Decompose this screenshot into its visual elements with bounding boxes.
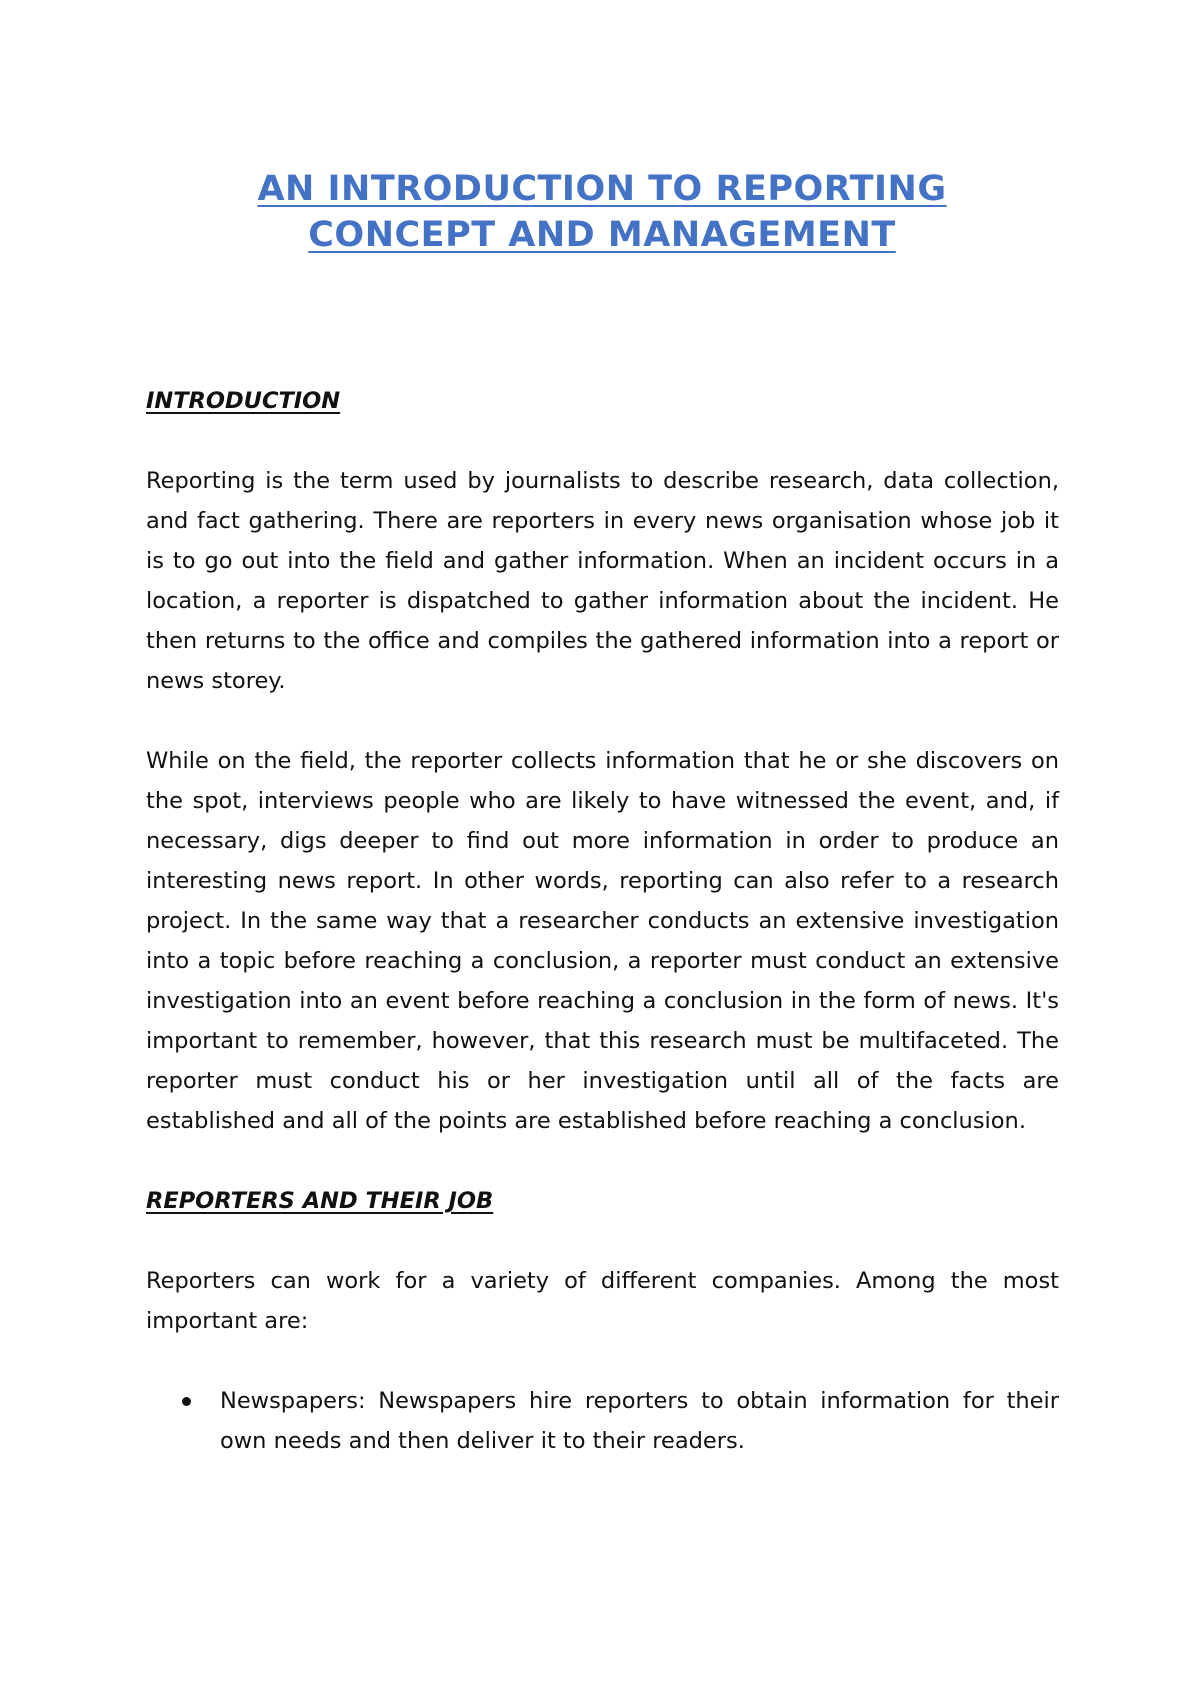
title-line-2: CONCEPT AND MANAGEMENT: [308, 215, 896, 255]
employer-list: [146, 1381, 1059, 1461]
section-heading-reporters-and-their-job: REPORTERS AND THEIR JOB: [146, 1188, 494, 1214]
introduction-paragraph-1: Reporting is the term used by journalists to describe research, data collection, and fact gathering. There are reporters in every news organisation whose job it is to go out into the field and gather information. When an incident occurs in a location, a reporter is dispatched to gather information about the incident. He then returns to the office and compiles the gathered information into a report or news storey.: [146, 468, 1059, 694]
spacer: [146, 701, 1059, 741]
spacer: [146, 1341, 1059, 1381]
bullet-icon: [182, 1397, 191, 1406]
spacer: [146, 1221, 1059, 1261]
reporters-paragraph-1: Reporters can work for a variety of different companies. Among the most important are:: [146, 1268, 1059, 1334]
list-item-text: Newspapers: Newspapers hire reporters to obtain information for their own needs and then deliver it to their readers.: [220, 1388, 1059, 1454]
spacer: [146, 421, 1059, 461]
introduction-paragraph-2: While on the field, the reporter collects information that he or she discovers on the spot, interviews people who are likely to have witnessed the event, and, if necessary, digs deeper to find out more information in order to produce an interesting news report. In other words, reporting can also refer to a research project. In the same way that a researcher conducts an extensive investigation into a topic before reaching a conclusion, a reporter must conduct an extensive investigation into an event before reaching a conclusion in the form of news. It's important to remember, however, that this research must be multifaceted. The reporter must conduct his or her investigation until all of the facts are established and all of the points are established before reaching a conclusion.: [146, 748, 1059, 1134]
section-heading-introduction: INTRODUCTION: [146, 388, 341, 414]
list-item: [146, 1381, 1059, 1461]
title-line-1: AN INTRODUCTION TO REPORTING: [257, 169, 947, 209]
document-body: [146, 381, 1059, 1461]
document-title: [146, 166, 1058, 258]
spacer: [146, 1141, 1059, 1181]
